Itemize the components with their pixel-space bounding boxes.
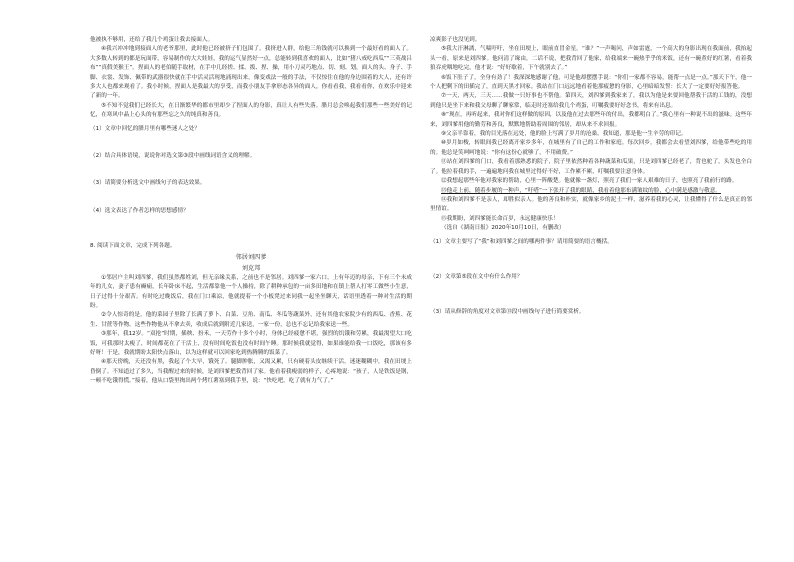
article-paragraph-8: ⑧“现在，再听起来，我对你们这样做的原因，以及他在过去那些年的付出，我都明白了。”我心里有一种说不出的滋味。这些年来，刘四爹用他的勤劳和善良，默默地帮助着周围的邻居，却从来不求回报。 (430, 112, 752, 128)
answer-space[interactable] (90, 189, 412, 203)
article-paragraph-7: ⑦一天，两天，三天……我做一只好事也不帮他。第四天，刘四爹到我家来了，我以为他是来要回他帮我干活的工钱的，没想到他只是坐下来和我父母聊了聊家常，临走时还塞给我几个鸡蛋，叮嘱我要好好念书，将来有出息。 (430, 93, 752, 109)
intro-line-0: 他被执不够用，还给了我几个鸡蛋让我去接面人。 (90, 37, 214, 43)
question-a-2: （2）结合具体语境，说说你对选文第③段中画线词语含义的理解。 (90, 153, 256, 160)
answer-space[interactable] (430, 282, 752, 304)
article-continuation: 凉爽影子也没见到。 (430, 37, 481, 43)
question-a-4: （4）选文表达了作者怎样的思想感情？ (90, 207, 189, 214)
question-a-1: （1）文章中回忆的腊月里有哪些迷人之处？ (90, 125, 200, 132)
left-column (90, 36, 412, 387)
intro-paragraph-4: ④我兴冲冲地到接面人的老爷那里，此时他已经被挤子们包围了。我挤进人群，给他三角钱就可以换到一个最好看的面人了。大多数人转到的都是玩面带，容易制作的大大娃娃，我的运气显然好一点，总能转到我喜欢的面人，比如“猪八戒吃西瓜”“三英战吕布”“真假美猴王”。捏面人的老伯随手取材，在手中几经搓、揉、拨、捏、操，用小刀灵巧地点、切、刻、划，面人的头、身子、手脚、衣裳、发饰、佩带的武器很快就在手中活灵活现地涌现出来。像变戏法一般的手法，不仅惊住在他的身边围着的大人，还有许多大人也都来观看了。我小时候，捏面人是我最大的享受，而我小朋友手拿形态各异的面人，你看看我，我看看你，在欢乐中迎来了新的一年。 (90, 46, 412, 100)
article-paragraph-14: ⑭我和刘四爹不是亲人，却胜似亲人。他的善良和朴实，就像家乡的泥土一样，滋养着我的心灵，让我懂得了什么是真正的邻里情谊。 (430, 196, 752, 213)
article-paragraph-6: ⑥饭下肚子了，全身有劲了！我深深地感谢了他，可是他却摆摆手说：“你们一家都不容易，能帮一点是一点。”那天下午，他一个人把剩下的田插完了，直到天黑才回家。我站在门口远远地看着他那疲惫的身影，心里暗暗发誓：长大了一定要好好报答他。 (430, 74, 752, 91)
article-paragraph-3: ③那年，我12岁。“双抢”时期，插秧、扮禾，一天劳作十多个小时，身体已经疲惫不堪，强烈的饥饿和劳累，我最渴望大口吃饭，可我那时太瘦了，时间都花在了干活上，没有时间吃饭也没有时间午睡。那时候我就觉得，如果谁能给我一口饭吃，那该有多好呀！于是，我就期盼太阳快点落山，以为这样就可以回家吃到热腾腾的饭菜了。 (90, 331, 412, 356)
intro-paragraph-5: ⑤不知不觉我们已经长大，在日渐繁华的都市里却少了捏面人的身影，真让人有些失落。腊月总会唤起我们那些一些美好的记忆，在寒风中晶上心头的有那些忘之久的纯真和善良。 (90, 102, 412, 119)
article-paragraph-12: ⑫我想起那些年他对我家的帮助，心里一阵酸楚。他就像一盏灯，照亮了我们一家人艰难的日子，也照亮了我前行的路。 (441, 178, 738, 185)
right-column (430, 36, 752, 318)
article-paragraph-5: ⑤我大汗淋漓，气喘吁吁，坐在田埂上，眼前直冒金星。“谁？”一声喝问，声如雷霆，一个高大的身影出现在我面前，我抬起头一看，原来是刘四爹。他问清了缘由，二话不说，把我背回了他家，给我端来一碗热乎乎的米饭，还有一碗煮好的红薯，看着我狼吞虎咽地吃完，他才说：“好好歇着，下午就别去了。” (430, 46, 752, 72)
article-paragraph-15: ⑮我期盼，刘四爹能长命百岁，永远健康快乐！ (441, 215, 559, 222)
question-a-3: （3）请简要分析选文中画线句子的表达效果。 (90, 180, 206, 187)
answer-space[interactable] (90, 161, 412, 175)
answer-space[interactable] (90, 134, 412, 148)
question-b-2: （2）文章第⑤段在文中有什么作用？ (430, 273, 523, 280)
article-paragraph-13: ⑬他走上前，随着步履的一种声，“吁嗒”一下张开了我的眼睛，我看着他那布满皱纹的脸，心中满是感激与敬意。 (441, 187, 721, 194)
article-paragraph-10: ⑩岁月如梭，转眼间我已经离开家乡多年，在城里有了自己的工作和家庭。每次回乡，我都会去看望刘四爹，给他带些吃的用的。他总是笑呵呵地说：“你有这份心就够了，不用破费。” (430, 140, 752, 156)
article-paragraph-1: ①邻居户主叫刘四爹，我们虽然都姓刘，但无亲缘关系，之前也不是邻居。刘四爹一家六口，上有年迈的母亲，下有三个未成年的儿女，妻子患有癫痫，长年卧床不起，生活都靠他一个人操持，除了耕种承包的一亩多田地和在镇上帮人打零工做些小生意，日子过得十分艰苦。有时吃过晚饭后，我在门口乘凉，他就提着一个小板凳过来同我一起坐坐聊天，话语里透着一种对生活的期盼。 (90, 274, 412, 309)
article-title: 邻居刘四爹 (235, 253, 267, 261)
question-b-3: （3）请从修辞的角度对文章第⑬段中画线句子进行简要赏析。 (430, 309, 585, 316)
article-author: 刘克邦 (241, 264, 261, 272)
article-paragraph-11: ⑪站在刘四爹的门口，我看着那熟悉的院子，院子里依然种着各种蔬菜和瓜果，只是刘四爹已经老了，背也驼了，头发也全白了。他拉着我的手，一遍遍地问我在城里过得好不好，工作累不累，叮嘱我要注意身体。 (430, 159, 752, 175)
section-header: 8. 阅读下面文章，完成下列各题。 (90, 243, 176, 250)
article-paragraph-4: ④那天傍晚，天还没有黑，我起了个大早，饿死了。腿脚肿胀，又渴又累，只有硬着头皮继续干活。迷迷糊糊中，我在田埂上昏倒了。不知道过了多久，当我醒过来的时候，是刘四爹把我背回了家。他看着我瘦弱的样子，心疼地说：“孩子，人是铁饭是钢，一顿不吃饿得慌。”接着，他从口袋里掏出两个烤红薯塞到我手里，说：“快吃吧，吃了就有力气了。” (90, 359, 412, 385)
question-b-1: （1）文章主要写了“我”和刘四爹之间的哪两件事？请用简要的语言概括。 (430, 238, 613, 245)
article-paragraph-9: ⑨父亲半靠着，我的目光落在远处，他的脸上写满了岁月的沧桑。我知道，那是他一生辛劳的印记。 (441, 131, 687, 138)
article-source: （选自《湖南日报》2020年10月10日，有删改） (441, 225, 565, 232)
answer-space[interactable] (90, 216, 412, 238)
answer-space[interactable] (430, 247, 752, 269)
article-paragraph-2: ②令人惊奇的是，他的菜园子里除了长满了萝卜、白菜、豆角、南瓜、冬瓜等蔬菜外，还有其他农家院少有的西瓜、香蕉、花生、甘蔗等作物。这些作物他从不拿去卖，收成后就到附近几家送，一家一份，总也不忘记给我家送一些。 (90, 312, 412, 328)
